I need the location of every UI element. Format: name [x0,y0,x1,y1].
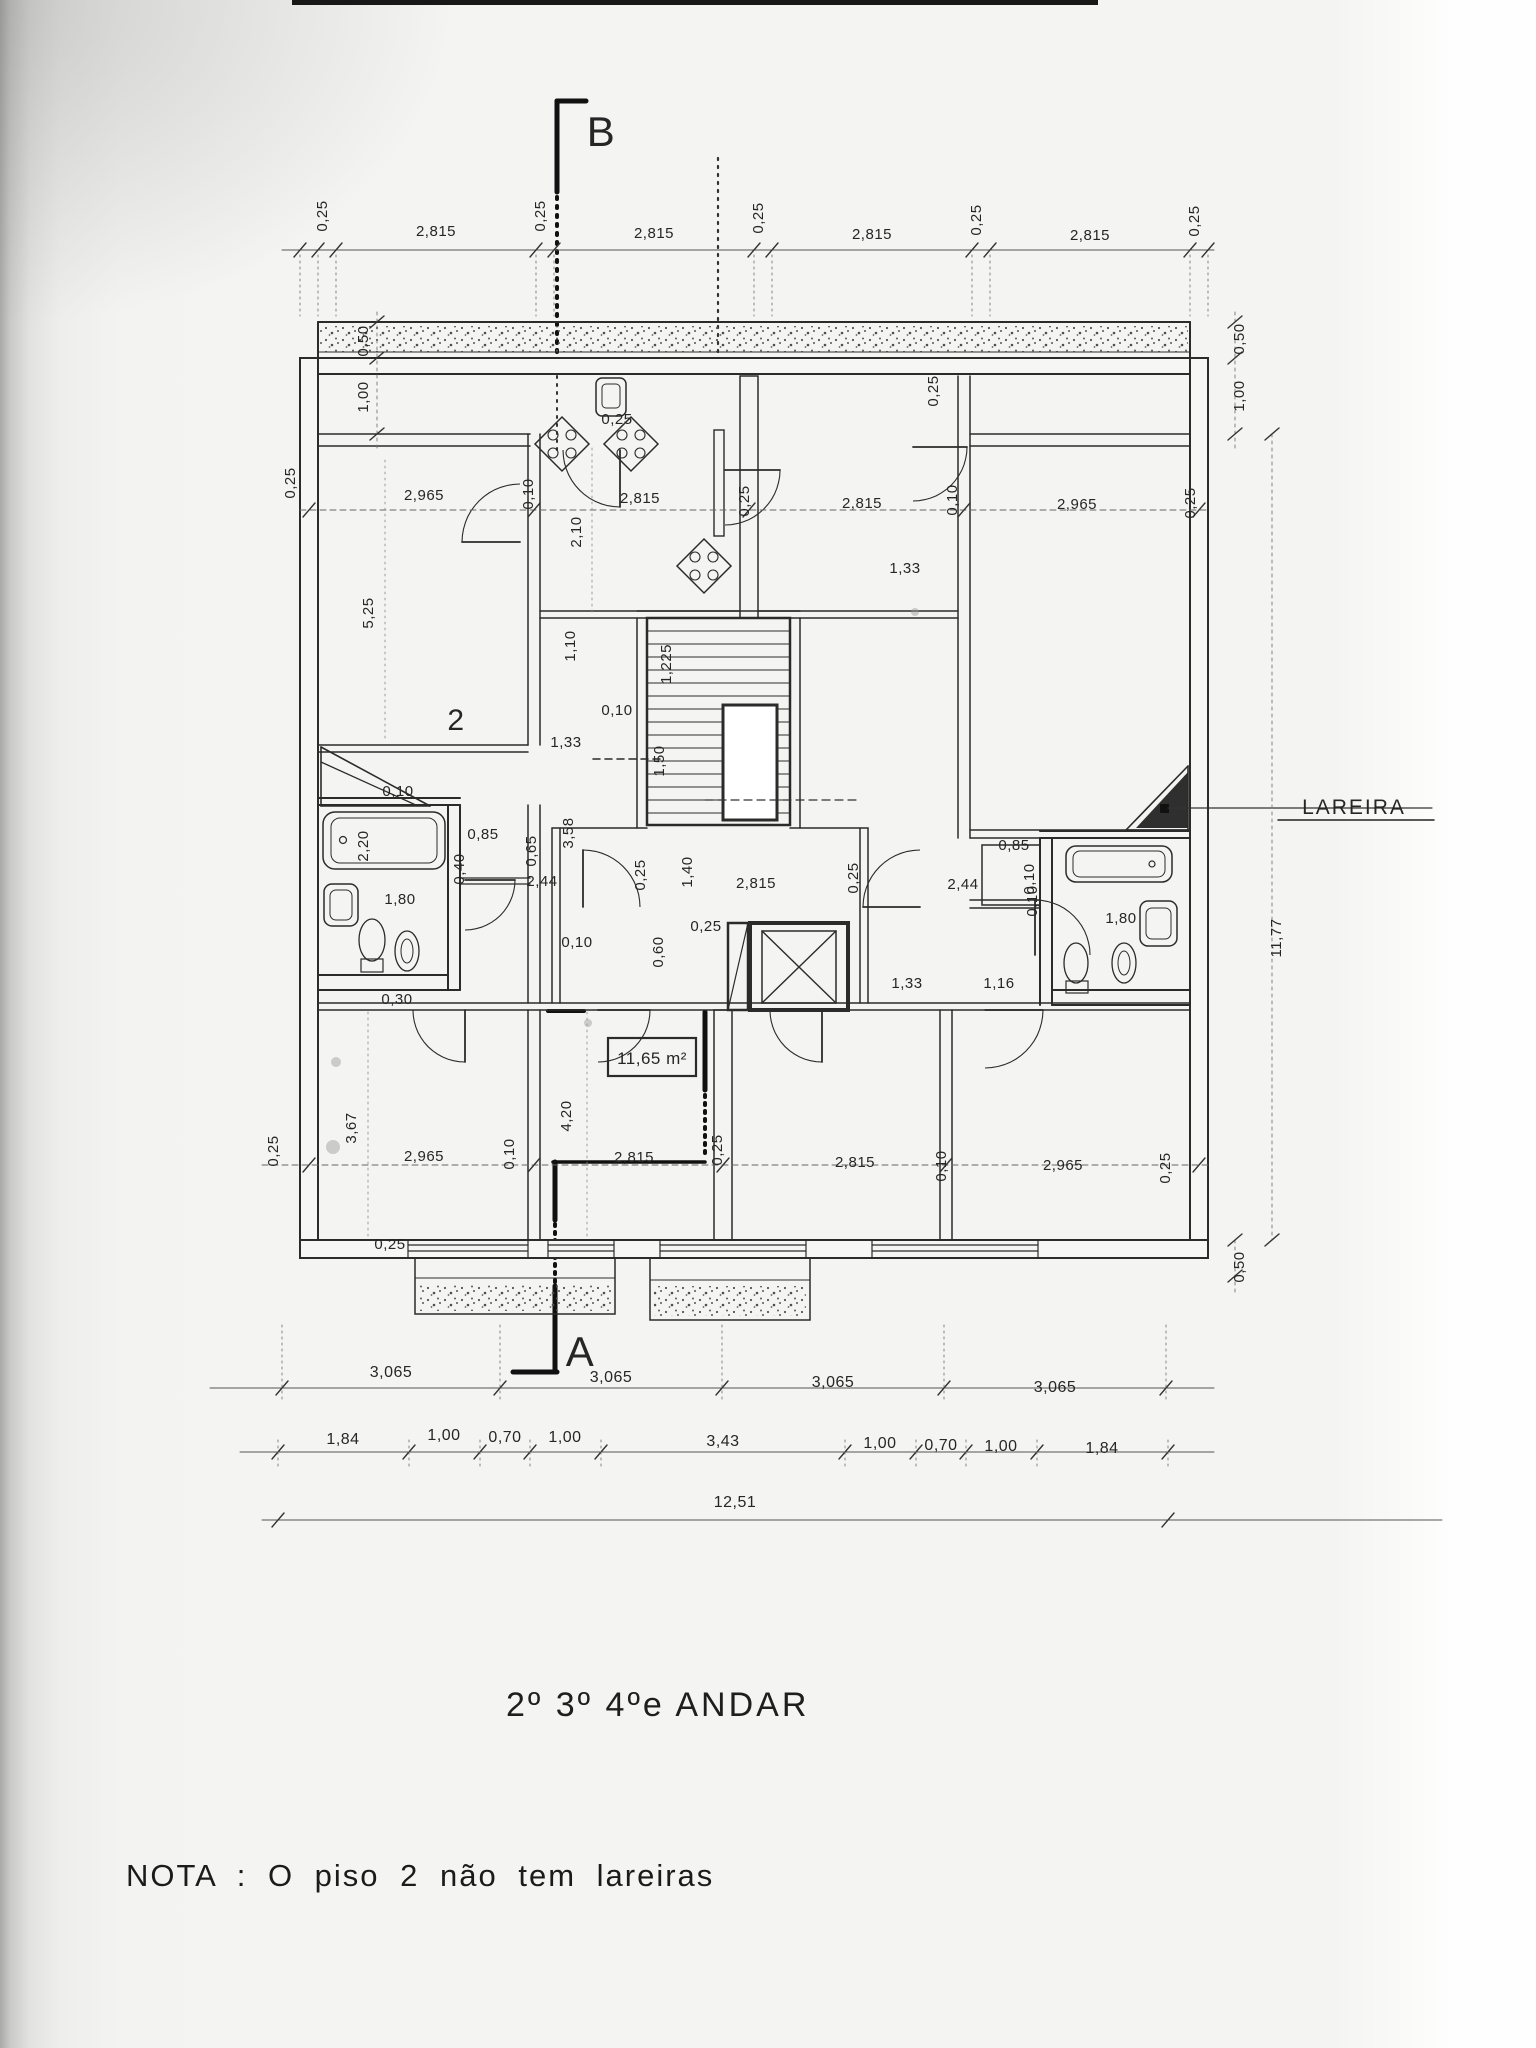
dim-label: 1,33 [550,734,582,751]
dim-label: 2,44 [526,873,558,890]
dim-label: 2,815 [619,490,661,507]
dim-label: 1,16 [983,975,1015,992]
dim-label: 0,25 [1186,205,1203,237]
dim-label: 0,65 [523,835,540,867]
dim-label: 1,00 [355,381,372,413]
plan-title: 2º 3º 4ºe ANDAR [506,1686,810,1724]
dim-label: 0,10 [520,478,537,510]
handwritten-mark: 2 [447,704,465,737]
dim-label: 1,50 [651,745,668,777]
dim-label: 2,965 [1056,496,1098,513]
dim-label: 1,10 [562,630,579,662]
dim-label: 0,25 [1157,1152,1174,1184]
dim-label: 2,20 [355,830,372,862]
dim-label: 2,815 [735,875,777,892]
dim-label: 0,25 [709,1134,726,1166]
dim-label: 3,43 [706,1433,740,1450]
dim-label: 0,50 [1231,323,1248,355]
plan-geometry [210,101,1442,1527]
dim-label: 0,25 [736,485,753,517]
dim-label: 0,30 [381,991,413,1008]
dim-label: 1,84 [1085,1440,1119,1457]
dim-label: 1,33 [889,560,921,577]
dim-label: 1,40 [679,856,696,888]
dim-label: 0,25 [690,918,722,935]
dim-label: 2,815 [851,226,893,243]
dim-label: 1,00 [427,1427,461,1444]
dim-label: 0,70 [924,1437,958,1454]
dim-label: 0,25 [374,1236,406,1253]
dim-label: 5,25 [360,597,377,629]
dim-label: 0,10 [382,783,414,800]
section-marker-a: A [565,1328,595,1375]
dim-label: 0,25 [265,1135,282,1167]
dim-label: 0,10 [601,702,633,719]
dim-label: 2,815 [834,1154,876,1171]
dim-label: 4,20 [558,1100,575,1132]
dim-label: 12,51 [713,1494,757,1511]
dim-label: 0,25 [1182,487,1199,519]
dim-label: 2,815 [415,223,457,240]
dim-label: 0,25 [632,859,649,891]
dim-label: 3,065 [811,1374,855,1391]
dim-label: 2,815 [633,225,675,242]
dim-label: 3,065 [1033,1379,1077,1396]
dim-label: 1,84 [326,1431,360,1448]
section-marker-b: B [586,108,616,155]
dim-label: 0,50 [1231,1251,1248,1283]
dim-label: 0,85 [467,826,499,843]
dim-label: 0,60 [650,936,667,968]
dim-label: 2,815 [613,1149,655,1166]
dim-label: 2,815 [841,495,883,512]
dim-label: 1,00 [1231,380,1248,412]
dim-label: 11,77 [1268,918,1285,958]
dim-label: 2,10 [568,516,585,548]
dim-label: 1,80 [1105,910,1137,927]
dim-label: 1,80 [384,891,416,908]
dim-label: 1,225 [658,643,675,685]
room-area-label: 11,65 m² [617,1049,687,1068]
dim-label: 3,58 [560,817,577,849]
dim-label: 2,44 [947,876,979,893]
dim-label: 1,00 [548,1429,582,1446]
dim-label: 3,065 [369,1364,413,1381]
dim-label: 0,10 [501,1138,518,1170]
dim-label: 2,965 [403,1148,445,1165]
dim-label: 0,70 [488,1429,522,1446]
dim-label: 2,965 [1042,1157,1084,1174]
dim-label: 0,25 [532,200,549,232]
dim-label: 0,25 [282,467,299,499]
dim-label: 0,10 [1024,885,1041,917]
dim-label: 0,40 [451,853,468,885]
dim-label: 0,25 [750,202,767,234]
dim-label: 0,85 [998,837,1030,854]
dim-label: 1,00 [984,1438,1018,1455]
dim-label: 2,965 [403,487,445,504]
dim-label: 0,25 [601,411,633,428]
dim-label: 1,00 [863,1435,897,1452]
fireplace-callout: LAREIRA [1302,796,1406,819]
dim-label: 0,25 [968,204,985,236]
dim-label: 0,10 [561,934,593,951]
dim-label: 3,67 [343,1112,360,1144]
dim-label: 0,50 [355,325,372,357]
dim-label: 2,815 [1069,227,1111,244]
dim-label: 0,10 [944,484,961,516]
dim-label: 3,065 [589,1369,633,1386]
dim-label: 1,33 [891,975,923,992]
dim-label: 0,10 [1021,863,1038,895]
dim-label: 0,10 [933,1150,950,1182]
dim-label: 0,25 [925,375,942,407]
dim-label: 0,25 [314,200,331,232]
dim-label: 0,25 [845,862,862,894]
plan-note: NOTA : O piso 2 não tem lareiras [126,1858,715,1893]
